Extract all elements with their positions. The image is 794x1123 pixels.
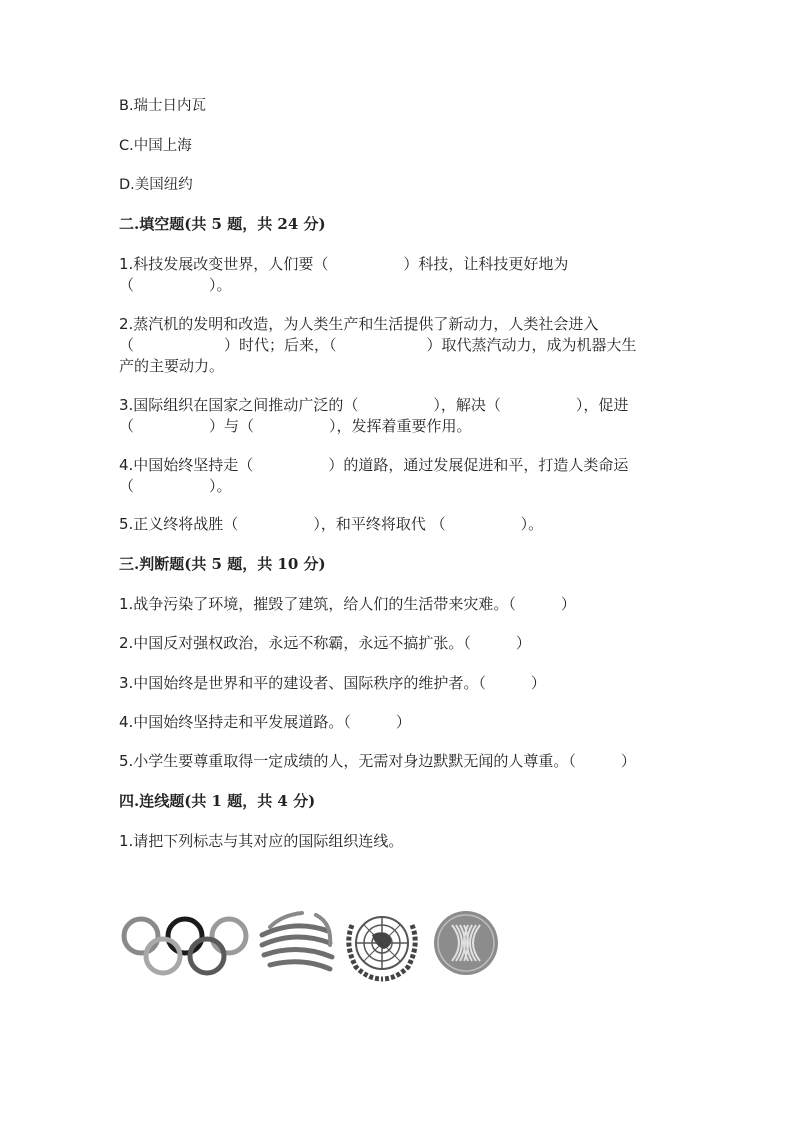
wto-logo-icon <box>262 913 332 969</box>
question-text: （ ）。 <box>119 276 232 294</box>
option-b: B.瑞士日内瓦 <box>119 98 207 114</box>
question-text: 3.中国始终是世界和平的建设者、国际秩序的维护者。（ ） <box>119 674 546 692</box>
question-text: （ ）。 <box>119 477 232 495</box>
question-text: 1.请把下列标志与其对应的国际组织连线。 <box>119 832 404 850</box>
question-text: 产的主要动力。 <box>119 357 225 375</box>
option-c: C.中国上海 <box>119 138 192 154</box>
question-text: 1.战争污染了环境，摧毁了建筑，给人们的生活带来灾难。（ ） <box>119 595 576 613</box>
question-text: 5.小学生要尊重取得一定成绩的人，无需对身边默默无闻的人尊重。（ ） <box>119 752 636 770</box>
section-title-matching: 四.连线题(共 1 题，共 4 分) <box>119 792 316 810</box>
section-title-judgement: 三.判断题(共 5 题，共 10 分) <box>119 555 326 573</box>
asean-emblem-icon <box>434 911 498 975</box>
question-text: 5.正义终将战胜（ ），和平终将取代 （ ）。 <box>119 515 544 533</box>
question-text: （ ）时代；后来，（ ）取代蒸汽动力，成为机器大生 <box>119 336 637 354</box>
question-text: 2.中国反对强权政治，永远不称霸，永远不搞扩张。（ ） <box>119 634 531 652</box>
question-text: 3.国际组织在国家之间推动广泛的（ ），解决（ ），促进 <box>119 396 629 414</box>
olympic-rings-icon <box>124 919 246 973</box>
logo-row <box>120 905 505 985</box>
question-text: （ ）与（ ），发挥着重要作用。 <box>119 417 472 435</box>
section-title-fill-blank: 二.填空题(共 5 题，共 24 分) <box>119 215 326 233</box>
question-text: 1.科技发展改变世界，人们要（ ）科技，让科技更好地为 <box>119 255 569 273</box>
question-text: 4.中国始终坚持走和平发展道路。（ ） <box>119 713 411 731</box>
un-emblem-icon <box>349 917 415 979</box>
option-d: D.美国纽约 <box>119 177 193 193</box>
question-text: 2.蒸汽机的发明和改造，为人类生产和生活提供了新动力，人类社会进入 <box>119 315 599 333</box>
question-text: 4.中国始终坚持走（ ）的道路，通过发展促进和平，打造人类命运 <box>119 456 629 474</box>
